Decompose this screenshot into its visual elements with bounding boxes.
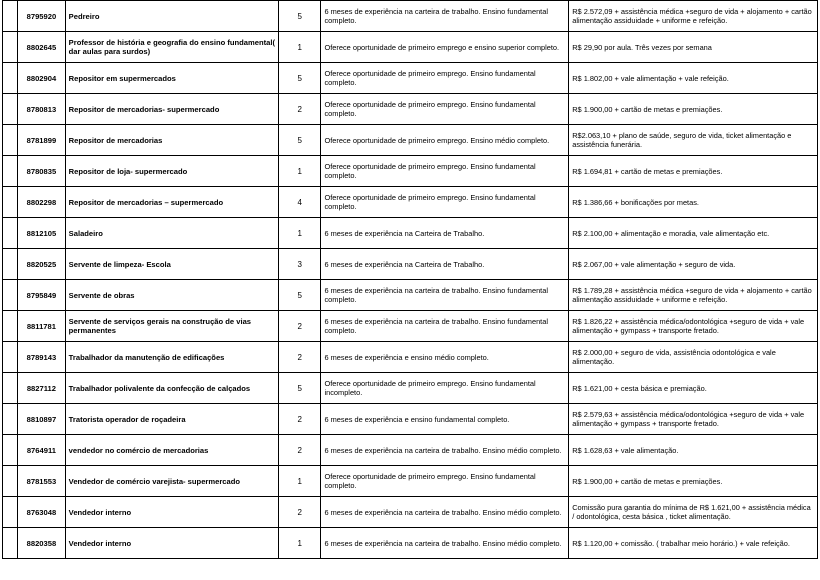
job-code-cell: 8802298 bbox=[18, 187, 66, 218]
table-row bbox=[3, 435, 818, 466]
job-code-cell: 8802904 bbox=[18, 63, 66, 94]
job-code-cell: 8789143 bbox=[18, 342, 66, 373]
table-row bbox=[3, 466, 818, 497]
requirements-cell: 6 meses de experiência na carteira de trabalho. Ensino fundamental completo. bbox=[321, 280, 569, 311]
requirements-cell: Oferece oportunidade de primeiro emprego. Ensino fundamental completo. bbox=[321, 187, 569, 218]
job-title-cell: Servente de obras bbox=[65, 280, 278, 311]
job-code-cell: 8827112 bbox=[18, 373, 66, 404]
vacancies-cell: 3 bbox=[279, 249, 321, 280]
table-row bbox=[3, 342, 818, 373]
table-row bbox=[3, 187, 818, 218]
salary-benefits-cell: R$ 1.386,66 + bonificações por metas. bbox=[569, 187, 818, 218]
requirements-cell: 6 meses de experiência e ensino médio completo. bbox=[321, 342, 569, 373]
requirements-cell: Oferece oportunidade de primeiro emprego. Ensino médio completo. bbox=[321, 125, 569, 156]
vacancies-cell: 4 bbox=[279, 187, 321, 218]
job-title-cell: Repositor de loja- supermercado bbox=[65, 156, 278, 187]
job-title-cell: Repositor de mercadorias – supermercado bbox=[65, 187, 278, 218]
salary-benefits-cell: R$ 1.120,00 + comissão. ( trabalhar meio horário.) + vale refeição. bbox=[569, 528, 818, 559]
vacancies-cell: 5 bbox=[279, 1, 321, 32]
salary-benefits-cell: R$2.063,10 + plano de saúde, seguro de vida, ticket alimentação e assistência funerária. bbox=[569, 125, 818, 156]
row-marker-cell bbox=[3, 280, 18, 311]
row-marker-cell bbox=[3, 125, 18, 156]
job-title-cell: Trabalhador da manutenção de edificações bbox=[65, 342, 278, 373]
row-marker-cell bbox=[3, 435, 18, 466]
job-code-cell: 8780835 bbox=[18, 156, 66, 187]
job-title-cell: Servente de limpeza- Escola bbox=[65, 249, 278, 280]
job-code-cell: 8764911 bbox=[18, 435, 66, 466]
job-code-cell: 8781553 bbox=[18, 466, 66, 497]
row-marker-cell bbox=[3, 187, 18, 218]
requirements-cell: Oferece oportunidade de primeiro emprego. Ensino fundamental incompleto. bbox=[321, 373, 569, 404]
salary-benefits-cell: R$ 1.628,63 + vale alimentação. bbox=[569, 435, 818, 466]
job-code-cell: 8781899 bbox=[18, 125, 66, 156]
vacancies-cell: 2 bbox=[279, 94, 321, 125]
salary-benefits-cell: R$ 2.579,63 + assistência médica/odontológica +seguro de vida + vale alimentação + gympass + transporte fretado. bbox=[569, 404, 818, 435]
job-title-cell: vendedor no comércio de mercadorias bbox=[65, 435, 278, 466]
row-marker-cell bbox=[3, 311, 18, 342]
row-marker-cell bbox=[3, 218, 18, 249]
job-code-cell: 8763048 bbox=[18, 497, 66, 528]
table-row bbox=[3, 528, 818, 559]
salary-benefits-cell: R$ 2.100,00 + alimentação e moradia, vale alimentação etc. bbox=[569, 218, 818, 249]
table-row bbox=[3, 249, 818, 280]
vacancies-cell: 1 bbox=[279, 528, 321, 559]
job-code-cell: 8810897 bbox=[18, 404, 66, 435]
salary-benefits-cell: R$ 1.621,00 + cesta básica e premiação. bbox=[569, 373, 818, 404]
requirements-cell: Oferece oportunidade de primeiro emprego. Ensino fundamental completo. bbox=[321, 63, 569, 94]
salary-benefits-cell: R$ 2.000,00 + seguro de vida, assistência odontológica e vale alimentação. bbox=[569, 342, 818, 373]
table-row bbox=[3, 280, 818, 311]
row-marker-cell bbox=[3, 466, 18, 497]
job-code-cell: 8802645 bbox=[18, 32, 66, 63]
requirements-cell: 6 meses de experiência na carteira de trabalho. Ensino médio completo. bbox=[321, 435, 569, 466]
table-row bbox=[3, 497, 818, 528]
vacancies-cell: 2 bbox=[279, 404, 321, 435]
salary-benefits-cell: R$ 2.572,09 + assistência médica +seguro de vida + alojamento + cartão alimentação assiduidade + uniforme e refeição. bbox=[569, 1, 818, 32]
table-row bbox=[3, 125, 818, 156]
vacancies-cell: 1 bbox=[279, 32, 321, 63]
row-marker-cell bbox=[3, 1, 18, 32]
requirements-cell: 6 meses de experiência e ensino fundamental completo. bbox=[321, 404, 569, 435]
table-row bbox=[3, 218, 818, 249]
table-row bbox=[3, 94, 818, 125]
requirements-cell: 6 meses de experiência na carteira de trabalho. Ensino médio completo. bbox=[321, 528, 569, 559]
vacancies-cell: 5 bbox=[279, 373, 321, 404]
salary-benefits-cell: Comissão pura garantia do mínima de R$ 1.621,00 + assistência médica / odontológica, cesta básica , ticket alimentação. bbox=[569, 497, 818, 528]
job-title-cell: Repositor de mercadorias bbox=[65, 125, 278, 156]
requirements-cell: 6 meses de experiência na Carteira de Trabalho. bbox=[321, 218, 569, 249]
row-marker-cell bbox=[3, 63, 18, 94]
row-marker-cell bbox=[3, 373, 18, 404]
job-title-cell: Vendedor interno bbox=[65, 497, 278, 528]
vacancies-cell: 5 bbox=[279, 280, 321, 311]
job-title-cell: Saladeiro bbox=[65, 218, 278, 249]
table-row bbox=[3, 156, 818, 187]
row-marker-cell bbox=[3, 528, 18, 559]
row-marker-cell bbox=[3, 156, 18, 187]
job-code-cell: 8820525 bbox=[18, 249, 66, 280]
job-title-cell: Tratorista operador de roçadeira bbox=[65, 404, 278, 435]
row-marker-cell bbox=[3, 249, 18, 280]
table-row bbox=[3, 32, 818, 63]
vacancies-cell: 1 bbox=[279, 156, 321, 187]
vacancies-cell: 2 bbox=[279, 497, 321, 528]
requirements-cell: 6 meses de experiência na carteira de trabalho. Ensino fundamental completo. bbox=[321, 1, 569, 32]
requirements-cell: 6 meses de experiência na carteira de trabalho. Ensino fundamental completo. bbox=[321, 311, 569, 342]
job-listings-table bbox=[2, 0, 818, 559]
row-marker-cell bbox=[3, 404, 18, 435]
row-marker-cell bbox=[3, 342, 18, 373]
job-title-cell: Servente de serviços gerais na construção de vias permanentes bbox=[65, 311, 278, 342]
vacancies-cell: 5 bbox=[279, 63, 321, 94]
table-row bbox=[3, 404, 818, 435]
job-title-cell: Vendedor interno bbox=[65, 528, 278, 559]
job-title-cell: Repositor de mercadorias- supermercado bbox=[65, 94, 278, 125]
requirements-cell: Oferece oportunidade de primeiro emprego e ensino superior completo. bbox=[321, 32, 569, 63]
requirements-cell: Oferece oportunidade de primeiro emprego. Ensino fundamental completo. bbox=[321, 466, 569, 497]
salary-benefits-cell: R$ 1.694,81 + cartão de metas e premiações. bbox=[569, 156, 818, 187]
requirements-cell: 6 meses de experiência na Carteira de Trabalho. bbox=[321, 249, 569, 280]
salary-benefits-cell: R$ 1.802,00 + vale alimentação + vale refeição. bbox=[569, 63, 818, 94]
table-row bbox=[3, 311, 818, 342]
job-title-cell: Vendedor de comércio varejista- supermercado bbox=[65, 466, 278, 497]
vacancies-cell: 1 bbox=[279, 466, 321, 497]
job-code-cell: 8795849 bbox=[18, 280, 66, 311]
job-title-cell: Repositor em supermercados bbox=[65, 63, 278, 94]
vacancies-cell: 2 bbox=[279, 311, 321, 342]
row-marker-cell bbox=[3, 32, 18, 63]
job-code-cell: 8820358 bbox=[18, 528, 66, 559]
salary-benefits-cell: R$ 1.789,28 + assistência médica +seguro de vida + alojamento + cartão alimentação assiduidade + uniforme e refeição. bbox=[569, 280, 818, 311]
job-code-cell: 8812105 bbox=[18, 218, 66, 249]
requirements-cell: 6 meses de experiência na carteira de trabalho. Ensino médio completo. bbox=[321, 497, 569, 528]
row-marker-cell bbox=[3, 94, 18, 125]
vacancies-cell: 2 bbox=[279, 435, 321, 466]
salary-benefits-cell: R$ 1.900,00 + cartão de metas e premiações. bbox=[569, 466, 818, 497]
job-title-cell: Professor de história e geografia do ensino fundamental( dar aulas para surdos) bbox=[65, 32, 278, 63]
table-row bbox=[3, 1, 818, 32]
job-code-cell: 8795920 bbox=[18, 1, 66, 32]
salary-benefits-cell: R$ 1.826,22 + assistência médica/odontológica +seguro de vida + vale alimentação + gympass + transporte fretado. bbox=[569, 311, 818, 342]
row-marker-cell bbox=[3, 497, 18, 528]
job-code-cell: 8780813 bbox=[18, 94, 66, 125]
salary-benefits-cell: R$ 2.067,00 + vale alimentação + seguro de vida. bbox=[569, 249, 818, 280]
salary-benefits-cell: R$ 29,90 por aula. Três vezes por semana bbox=[569, 32, 818, 63]
vacancies-cell: 1 bbox=[279, 218, 321, 249]
salary-benefits-cell: R$ 1.900,00 + cartão de metas e premiações. bbox=[569, 94, 818, 125]
requirements-cell: Oferece oportunidade de primeiro emprego. Ensino fundamental completo. bbox=[321, 94, 569, 125]
table-row bbox=[3, 63, 818, 94]
table-row bbox=[3, 373, 818, 404]
job-code-cell: 8811781 bbox=[18, 311, 66, 342]
job-title-cell: Pedreiro bbox=[65, 1, 278, 32]
requirements-cell: Oferece oportunidade de primeiro emprego. Ensino fundamental completo. bbox=[321, 156, 569, 187]
vacancies-cell: 5 bbox=[279, 125, 321, 156]
table-body bbox=[3, 1, 818, 559]
job-title-cell: Trabalhador polivalente da confecção de calçados bbox=[65, 373, 278, 404]
vacancies-cell: 2 bbox=[279, 342, 321, 373]
